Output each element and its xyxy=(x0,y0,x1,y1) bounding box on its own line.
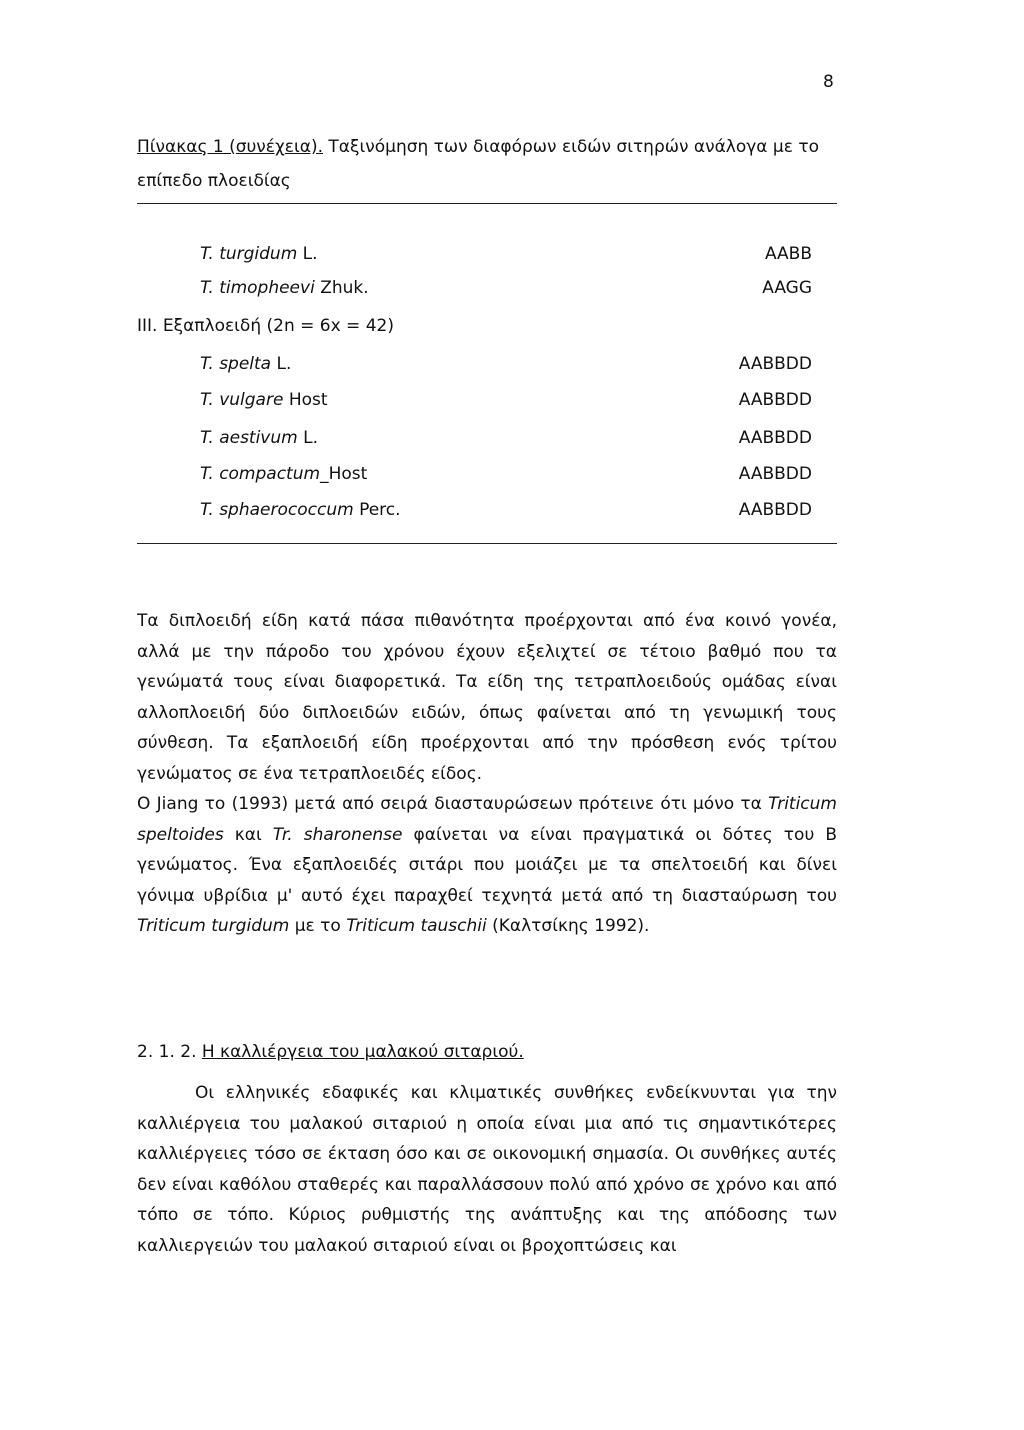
table-row-genome: AABB xyxy=(764,244,812,264)
page-number: 8 xyxy=(823,72,834,92)
table-row-genome: AABBDD xyxy=(738,464,812,484)
table-row: T. compactum_Host xyxy=(200,464,368,484)
table-row: T. spelta L. xyxy=(200,354,292,374)
section-number: 2. 1. 2. xyxy=(137,1042,197,1062)
table-row: T. turgidum L. xyxy=(200,244,318,264)
table-bottom-rule xyxy=(137,543,837,544)
table-row-genome: AABBDD xyxy=(738,428,812,448)
table-row: T. vulgare Host xyxy=(200,390,328,410)
table-row-genome: AABBDD xyxy=(738,354,812,374)
section-title: Η καλλιέργεια του μαλακού σιταριού. xyxy=(201,1042,524,1062)
table-group-heading: III. Εξαπλοειδή (2n = 6x = 42) xyxy=(137,316,394,336)
table-top-rule xyxy=(137,203,837,204)
paragraph-jiang: Ο Jiang το (1993) μετά από σειρά διασταυρώσεων πρότεινε ότι μόνο τα Triticum speltoides και Tr. sharonense φαίνεται να είναι πραγματικά οι δότες του B γενώματος. Ένα εξαπλοειδές σιτάρι που μοιάζει με τα σπελτοειδή και δίνει γόνιμα υβρίδια μ' αυτό έχει παραχθεί τεχνητά μετά από τη διασταύρωση του Triticum turgidum με το Triticum tauschii (Καλτσίκης 1992). xyxy=(137,794,837,936)
table-row-genome: AAGG xyxy=(762,278,812,298)
paragraph-sentence: Τα διπλοειδή είδη κατά πάσα πιθανότητα προέρχονται από ένα κοινό γονέα, αλλά με την πάροδο του χρόνου έχουν εξελιχτεί σε τέτοιο βαθμό που τα γενώματά τους είναι διαφορετικά. Τα είδη της τετραπλοειδούς ομάδας είναι αλλοπλοειδή δύο διπλοειδών ειδών, όπως φαίνεται από τη γενωμική τους σύνθεση. Τα εξαπλοειδή είδη προέρχονται από την πρόσθεση ενός τρίτου γενώματος σε ένα τετραπλοειδές είδος. xyxy=(137,611,837,784)
table-caption-text: Ταξινόμηση των διαφόρων ειδών σιτηρών ανάλογα με το επίπεδο πλοειδίας xyxy=(137,137,819,191)
table-caption xyxy=(137,130,837,198)
table-row: T. timopheevi Zhuk. xyxy=(200,278,369,298)
table-row: T. aestivum L. xyxy=(200,428,318,448)
paragraph-diploid-origin xyxy=(137,606,837,942)
paragraph-cultivation: Οι ελληνικές εδαφικές και κλιματικές συνθήκες ενδείκνυνται για την καλλιέργεια του μαλακού σιταριού η οποία είναι μια από τις σημαντικότερες καλλιέργειες τόσο σε έκταση όσο και σε οικονομική σημασία. Οι συνθήκες αυτές δεν είναι καθόλου σταθερές και παραλλάσσουν πολύ από χρόνο σε χρόνο και από τόπο σε τόπο. Κύριος ρυθμιστής της ανάπτυξης και της απόδοσης των καλλιεργειών του μαλακού σιταριού είναι οι βροχοπτώσεις και xyxy=(137,1083,837,1256)
table-row-genome: AABBDD xyxy=(738,500,812,520)
section-heading xyxy=(137,1042,524,1062)
table-row: T. sphaerococcum Perc. xyxy=(200,500,401,520)
table-caption-label: Πίνακας 1 (συνέχεια). xyxy=(137,137,323,157)
table-row-genome: AABBDD xyxy=(738,390,812,410)
